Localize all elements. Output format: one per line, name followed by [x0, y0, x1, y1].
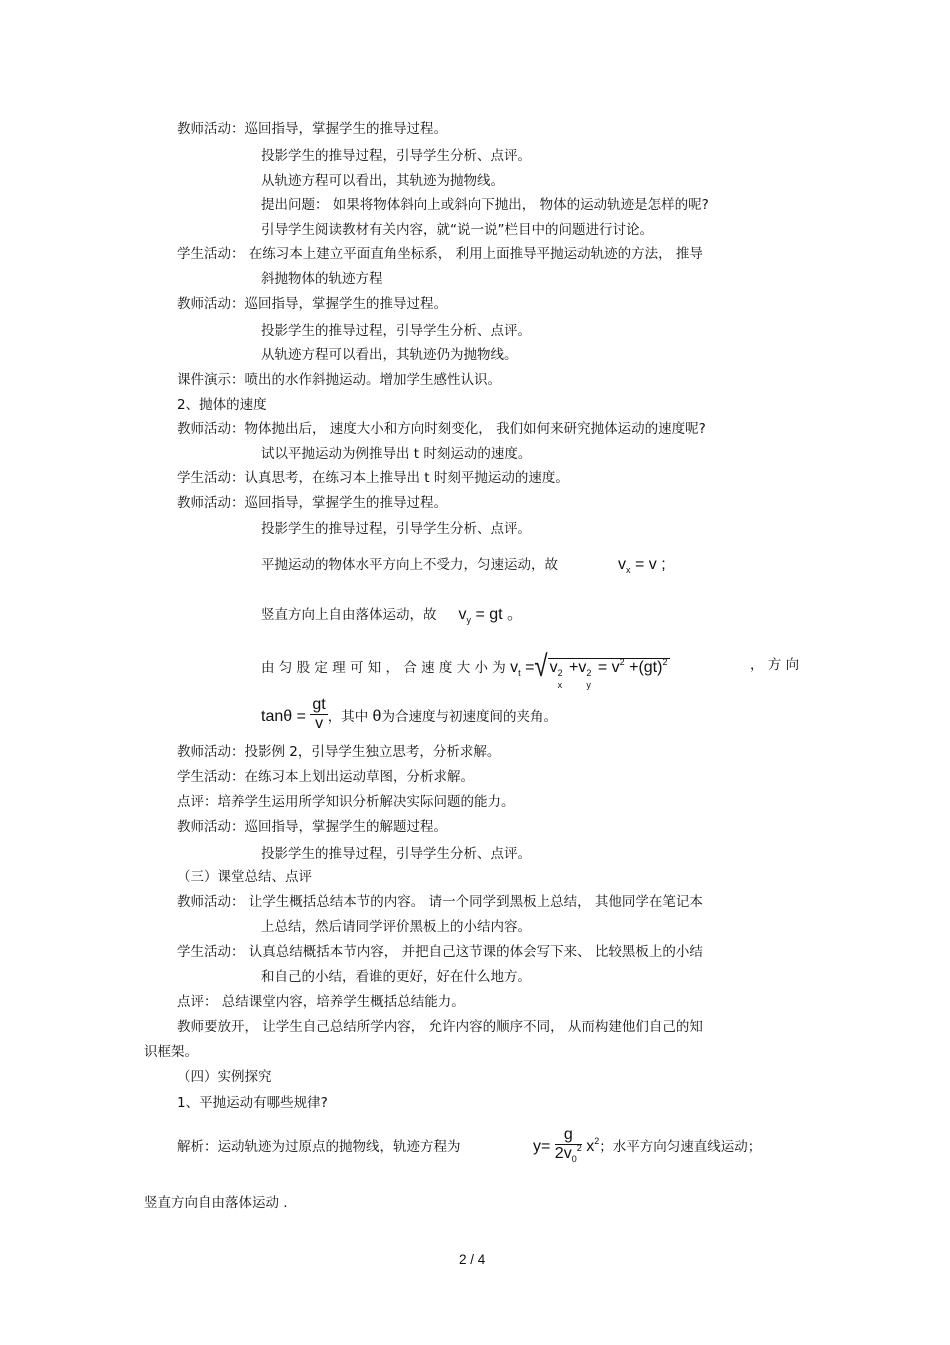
text-line: 引导学生阅读教材有关内容，就“说一说”栏目中的问题进行讨论。 — [261, 222, 653, 238]
text-line: 学生活动： 在练习本上建立平面直角坐标系， 利用上面推导平抛运动轨迹的方法， 推导 — [177, 246, 703, 262]
text-line: 斜抛物体的轨迹方程 — [261, 271, 383, 287]
text-line — [261, 556, 666, 575]
formula-vt: $v_t$ =√ v 2 x +v 2 y = $v^2 +(gt)^2$ — [510, 659, 670, 676]
theta-symbol: θ — [372, 708, 382, 725]
text-line: 教师活动：巡回指导，掌握学生的推导过程。 — [177, 296, 447, 312]
section-heading: （三）课堂总结、点评 — [177, 869, 312, 885]
formula-vx: $v_x = v$ ; — [618, 556, 666, 575]
text-line — [261, 606, 523, 625]
text-line: 上总结，然后请同学评价黑板上的小结内容。 — [261, 919, 531, 935]
section-heading: （四）实例探究 — [177, 1069, 272, 1085]
text-line: 从轨迹方程可以看出，其轨迹仍为抛物线。 — [261, 347, 518, 363]
text-line: 从轨迹方程可以看出，其轨迹为抛物线。 — [261, 173, 504, 189]
text-run: 由 匀 股 定 理 可 知 ， 合 速 度 大 小 为 — [261, 660, 506, 676]
text-line: 1、平抛运动有哪些规律? — [177, 1095, 328, 1111]
section-heading: 2、抛体的速度 — [177, 397, 267, 413]
text-run: ；水平方向匀速直线运动； — [599, 1139, 762, 1156]
text-line: 点评：培养学生运用所学知识分析解决实际问题的能力。 — [177, 794, 515, 810]
text-line: 教师活动：巡回指导，掌握学生的解题过程。 — [177, 819, 447, 835]
text-line: 教师活动： 让学生概括总结本节的内容。 请一个同学到黑板上总结， 其他同学在笔记本 — [177, 894, 703, 910]
text-line: 教师活动：巡回指导，掌握学生的推导过程。 — [177, 121, 447, 137]
text-line: 解析：运动轨迹为过原点的抛物线，轨迹方程为 — [177, 1139, 461, 1155]
page-number: 2 / 4 — [459, 1252, 486, 1267]
text-run: ，其中 — [327, 709, 369, 725]
text-line: 教师活动：巡回指导，掌握学生的推导过程。 — [177, 495, 447, 511]
text-run: 为合速度与初速度间的夹角。 — [381, 709, 557, 725]
text-line: 学生活动：认真思考，在练习本上推导出 t 时刻平抛运动的速度。 — [177, 470, 569, 486]
text-line: 学生活动： 认真总结概括本节内容， 并把自己这节课的体会写下来、 比较黑板上的小结 — [177, 944, 703, 960]
text-line — [261, 649, 670, 690]
text-line: 学生活动：在练习本上划出运动草图，分析求解。 — [177, 769, 474, 785]
text-line: 竖直方向自由落体运动 . — [144, 1195, 288, 1211]
text-line: 识框架。 — [144, 1044, 198, 1060]
text-line: 试以平抛运动为例推导出 t 时刻运动的速度。 — [261, 446, 532, 462]
text-line: 课件演示：喷出的水作斜抛运动。增加学生感性认识。 — [177, 372, 501, 388]
text-line: 教师活动：物体抛出后， 速度大小和方向时刻变化， 我们如何来研究抛体运动的速度呢? — [177, 421, 706, 437]
text-line: 教师要放开， 让学生自己总结所学内容， 允许内容的顺序不同， 从而构建他们自己的知 — [177, 1019, 703, 1035]
formula-vy: $v_y$ = gt 。 — [458, 606, 524, 625]
text-line — [261, 697, 557, 737]
formula-trajectory: y= $\frac{g}{2v_0^2}$ $x^2$；水平方向匀速直线运动； — [533, 1126, 762, 1164]
text-line: 投影学生的推导过程，引导学生分析、点评。 — [261, 323, 531, 339]
formula-tan: tanθ = $\frac{gt}{v}$ — [261, 696, 326, 733]
text-run: 竖直方向上自由落体运动，故 — [261, 607, 437, 623]
text-line: 投影学生的推导过程，引导学生分析、点评。 — [261, 148, 531, 164]
text-line: ， 方 向 — [750, 657, 800, 673]
text-line: 教师活动：投影例 2，引导学生独立思考，分析求解。 — [177, 744, 501, 760]
text-run: 平抛运动的物体水平方向上不受力，匀速运动，故 — [261, 557, 558, 573]
text-line: 点评： 总结课堂内容，培养学生概括总结能力。 — [177, 994, 465, 1010]
text-line: 投影学生的推导过程，引导学生分析、点评。 — [261, 846, 531, 862]
text-line: 和自己的小结，看谁的更好，好在什么地方。 — [261, 969, 531, 985]
text-line: 投影学生的推导过程，引导学生分析、点评。 — [261, 521, 531, 537]
text-line: 提出问题： 如果将物体斜向上或斜向下抛出， 物体的运动轨迹是怎样的呢? — [261, 197, 709, 213]
